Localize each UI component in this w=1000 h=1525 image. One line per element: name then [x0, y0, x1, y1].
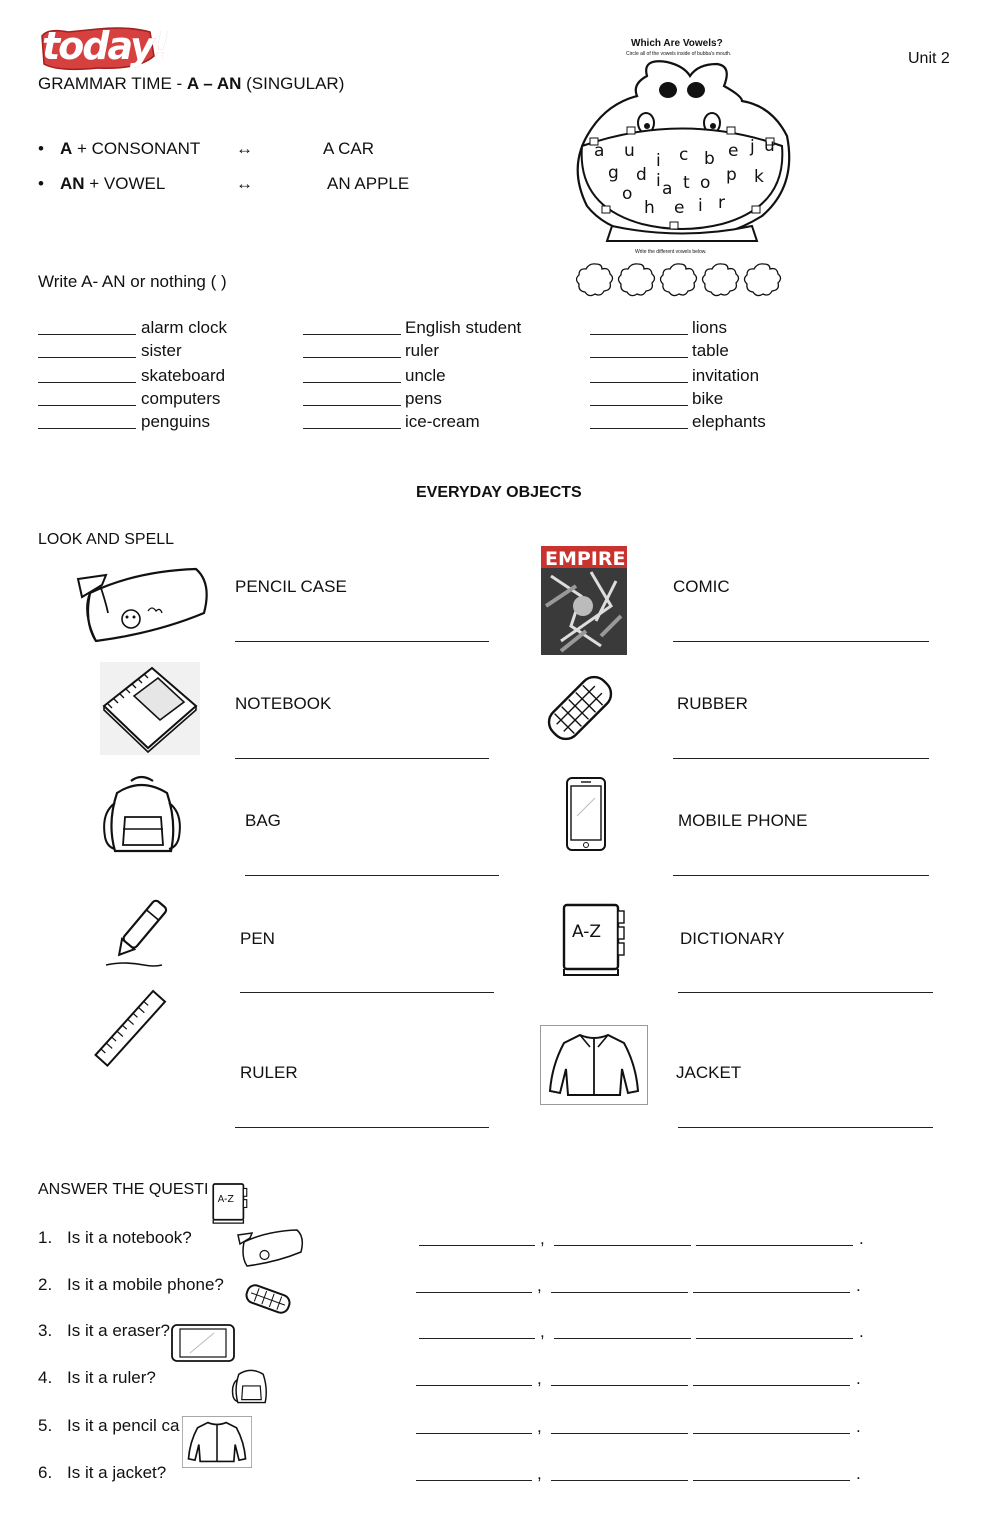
exercise-blank[interactable]	[38, 334, 136, 335]
logo-text: today!	[42, 24, 169, 68]
label-jacket: JACKET	[676, 1063, 742, 1082]
svg-text:e: e	[674, 198, 685, 218]
question-number: 2.	[38, 1275, 53, 1294]
exercise-blank[interactable]	[38, 382, 136, 383]
svg-text:t: t	[683, 173, 690, 193]
exercise-blank[interactable]	[303, 428, 401, 429]
label-rubber: RUBBER	[677, 694, 748, 713]
flower-answer-boxes	[576, 260, 788, 300]
rubber-picture	[547, 670, 613, 746]
svg-text:c: c	[679, 145, 689, 165]
vowel-instruction: Circle all of the vowels inside of bubba's mouth.	[626, 51, 732, 57]
exercise-blank[interactable]	[303, 334, 401, 335]
comma-mark: ,	[537, 1276, 542, 1295]
comma-mark: ,	[537, 1464, 542, 1483]
answer-line-notebook[interactable]	[235, 758, 489, 759]
svg-text:p: p	[726, 165, 737, 185]
label-bag: BAG	[245, 811, 281, 830]
answer-blank[interactable]	[693, 1433, 850, 1434]
svg-text:i: i	[698, 196, 703, 216]
grammar-title: GRAMMAR TIME - A – AN (SINGULAR)	[38, 74, 345, 93]
answer-title: ANSWER THE QUESTI	[38, 1181, 209, 1198]
small-pencil-case-picture	[237, 1225, 305, 1270]
comma-mark: ,	[537, 1417, 542, 1436]
svg-text:o: o	[622, 184, 633, 204]
question-number: 4.	[38, 1368, 53, 1387]
comma-mark: ,	[540, 1229, 545, 1248]
exercise-word: skateboard	[141, 366, 226, 385]
comma-mark: ,	[540, 1322, 545, 1341]
exercise-word: sister	[141, 341, 182, 360]
svg-text:h: h	[644, 198, 655, 218]
svg-text:i: i	[656, 171, 661, 191]
question-text: Is it a jacket?	[67, 1463, 167, 1482]
answer-blank[interactable]	[696, 1338, 853, 1339]
svg-text:o: o	[700, 173, 711, 193]
answer-blank[interactable]	[419, 1338, 535, 1339]
label-ruler: RULER	[240, 1063, 298, 1082]
svg-text:e: e	[728, 141, 739, 161]
svg-text:r: r	[718, 193, 725, 213]
answer-line-jacket[interactable]	[678, 1127, 933, 1128]
answer-line-comic[interactable]	[673, 641, 929, 642]
exercise-word: penguins	[141, 412, 211, 431]
svg-text:k: k	[754, 167, 764, 187]
answer-blank[interactable]	[551, 1292, 688, 1293]
answer-line-rubber[interactable]	[673, 758, 929, 759]
exercise-word: pens	[405, 389, 442, 408]
dictionary-cover-text: A-Z	[572, 922, 602, 942]
answer-blank[interactable]	[693, 1292, 850, 1293]
svg-text:A-Z: A-Z	[217, 1193, 234, 1205]
label-dictionary: DICTIONARY	[680, 929, 785, 948]
question-number: 3.	[38, 1321, 53, 1340]
svg-text:u: u	[624, 141, 635, 161]
small-mobile-phone-picture	[170, 1323, 236, 1363]
exercise-blank[interactable]	[38, 357, 136, 358]
look-spell-title: LOOK AND SPELL	[38, 531, 175, 548]
period-mark: .	[856, 1369, 861, 1388]
answer-blank[interactable]	[554, 1245, 691, 1246]
answer-line-bag[interactable]	[245, 875, 499, 876]
answer-blank[interactable]	[551, 1385, 688, 1386]
period-mark: .	[856, 1276, 861, 1295]
svg-text:b: b	[704, 149, 715, 169]
answer-line-ruler[interactable]	[235, 1127, 489, 1128]
rule-example-car: A CAR	[323, 139, 375, 158]
arrow-icon: ↔	[236, 139, 253, 158]
period-mark: .	[859, 1322, 864, 1341]
answer-blank[interactable]	[693, 1480, 850, 1481]
jacket-picture	[540, 1025, 648, 1105]
dictionary-picture	[560, 901, 628, 977]
exercise-blank[interactable]	[590, 428, 688, 429]
svg-text:g: g	[608, 163, 619, 183]
question-number: 1.	[38, 1228, 53, 1247]
exercise-blank[interactable]	[590, 334, 688, 335]
comic-title: EMPIRE	[545, 548, 626, 570]
period-mark: .	[856, 1464, 861, 1483]
answer-blank[interactable]	[416, 1385, 532, 1386]
arrow-icon: ↔	[236, 174, 253, 193]
pen-picture	[104, 895, 170, 969]
answer-blank[interactable]	[416, 1433, 532, 1434]
answer-line-pencil-case[interactable]	[235, 641, 489, 642]
exercise-word: elephants	[692, 412, 766, 431]
question-number: 5.	[38, 1416, 53, 1435]
question-text: Is it a eraser?	[67, 1321, 170, 1340]
answer-line-pen[interactable]	[240, 992, 494, 993]
pencil-case-picture	[76, 563, 212, 645]
exercise-word: table	[692, 341, 729, 360]
exercise-word: lions	[692, 318, 727, 337]
exercise-blank[interactable]	[303, 382, 401, 383]
svg-text:d: d	[636, 165, 647, 185]
period-mark: .	[856, 1417, 861, 1436]
label-comic: COMIC	[673, 577, 730, 596]
svg-text:i: i	[656, 151, 661, 171]
vowel-footer: Write the different vowels below.	[635, 249, 707, 255]
exercise-word: ruler	[405, 341, 440, 360]
exercise-word: bike	[692, 389, 724, 408]
question-text: Is it a notebook?	[67, 1228, 192, 1247]
vowel-title: Which Are Vowels?	[631, 38, 723, 49]
exercise-blank[interactable]	[590, 405, 688, 406]
exercise-word: uncle	[405, 366, 446, 385]
exercise-word: invitation	[692, 366, 760, 385]
question-text: Is it a pencil ca	[67, 1416, 180, 1435]
small-bag-picture	[231, 1364, 271, 1406]
answer-blank[interactable]	[551, 1433, 688, 1434]
answer-line-dictionary[interactable]	[678, 992, 933, 993]
small-jacket-picture	[182, 1416, 252, 1468]
label-pen: PEN	[240, 929, 275, 948]
svg-text:u: u	[764, 136, 775, 156]
exercise-blank[interactable]	[590, 357, 688, 358]
comic-picture	[541, 546, 627, 655]
bag-picture	[101, 773, 183, 857]
letter-a: a	[594, 141, 605, 161]
rule-consonant: • A + CONSONANT	[38, 139, 201, 158]
question-number: 6.	[38, 1463, 53, 1482]
ruler-picture	[94, 988, 168, 1070]
exercise-blank[interactable]	[38, 428, 136, 429]
answer-blank[interactable]	[696, 1245, 853, 1246]
comma-mark: ,	[537, 1369, 542, 1388]
small-rubber-picture	[242, 1284, 294, 1314]
rule-vowel: • AN + VOWEL	[38, 174, 166, 193]
period-mark: .	[859, 1229, 864, 1248]
svg-text:a: a	[662, 179, 673, 199]
question-text: Is it a mobile phone?	[67, 1275, 224, 1294]
unit-label: Unit 2	[908, 50, 950, 67]
mobile-phone-picture	[565, 776, 607, 852]
exercise-word: English student	[405, 318, 522, 337]
notebook-picture	[100, 662, 200, 755]
answer-blank[interactable]	[693, 1385, 850, 1386]
answer-line-mobile-phone[interactable]	[673, 875, 929, 876]
exercise-blank[interactable]	[38, 405, 136, 406]
exercise-word: computers	[141, 389, 221, 408]
answer-blank[interactable]	[551, 1480, 688, 1481]
label-notebook: NOTEBOOK	[235, 694, 332, 713]
answer-blank[interactable]	[419, 1245, 535, 1246]
exercise-instruction: Write A- AN or nothing ( )	[38, 272, 227, 291]
answer-blank[interactable]	[416, 1292, 532, 1293]
rule-example-apple: AN APPLE	[327, 174, 410, 193]
exercise-word: alarm clock	[141, 318, 227, 337]
answer-blank[interactable]	[416, 1480, 532, 1481]
question-text: Is it a ruler?	[67, 1368, 156, 1387]
section-title: EVERYDAY OBJECTS	[416, 484, 582, 501]
svg-text:j: j	[750, 137, 755, 157]
exercise-blank[interactable]	[303, 357, 401, 358]
label-mobile-phone: MOBILE PHONE	[678, 811, 808, 830]
exercise-blank[interactable]	[590, 382, 688, 383]
exercise-blank[interactable]	[303, 405, 401, 406]
small-dictionary-picture	[211, 1181, 249, 1225]
exercise-word: ice-cream	[405, 412, 480, 431]
hippo-mouth-picture	[572, 56, 797, 251]
answer-blank[interactable]	[554, 1338, 691, 1339]
label-pencil-case: PENCIL CASE	[235, 577, 347, 596]
